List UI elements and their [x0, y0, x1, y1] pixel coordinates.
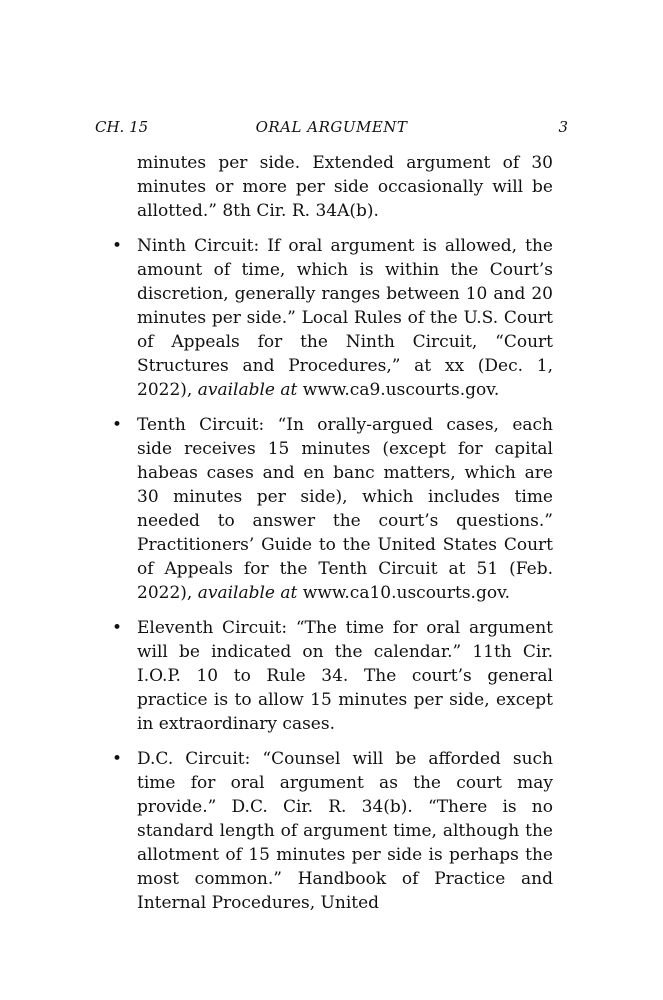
bullet-item [112, 234, 553, 402]
page-number: 3 [558, 118, 568, 136]
chapter-label: CH. 15 [95, 118, 149, 136]
continuation-paragraph: minutes per side. Extended argument of 30 minutes or more per side occasionally will be allotted.” 8th Cir. R. 34A(b). [137, 153, 553, 221]
bullet-marker: • [112, 236, 123, 256]
bullet-text: Tenth Circuit: “In orally-argued cases, each side receives 15 minutes (except for capital habeas cases and en banc matters, which are 30 minutes per side), which includes time needed to answer the court’s questions.” Practitioners’ Guide to the United States Court of Appeals for the Tenth Circuit at 51 (Feb. 2022), available at www.ca10.uscourts.gov. [137, 415, 553, 603]
bullet-list [112, 234, 553, 915]
page-header [95, 0, 568, 137]
bullet-text: Ninth Circuit: If oral argument is allowed, the amount of time, which is within the Court’s discretion, generally ranges between 10 and 20 minutes per side.” Local Rules of the U.S. Court of Appeals for the Ninth Circuit, “Court Structures and Procedures,” at xx (Dec. 1, 2022), available at www.ca9.uscourts.gov. [137, 236, 553, 400]
page-title: ORAL ARGUMENT [255, 118, 408, 136]
bullet-text: D.C. Circuit: “Counsel will be afforded such time for oral argument as the court may provide.” D.C. Cir. R. 34(b). “There is no standard length of argument time, although the allotment of 15 minutes per side is perhaps the most common.” Handbook of Practice and Internal Procedures, United [137, 749, 553, 913]
bullet-marker: • [112, 749, 123, 769]
bullet-item [112, 616, 553, 736]
bullet-text: Eleventh Circuit: “The time for oral argument will be indicated on the calendar.” 11th Cir. I.O.P. 10 to Rule 34. The court’s general practice is to allow 15 minutes per side, except in extraordinary cases. [137, 618, 553, 734]
bullet-marker: • [112, 415, 123, 435]
bullet-item [112, 747, 553, 915]
document-body [112, 151, 553, 915]
bullet-marker: • [112, 618, 123, 638]
bullet-item [112, 413, 553, 605]
